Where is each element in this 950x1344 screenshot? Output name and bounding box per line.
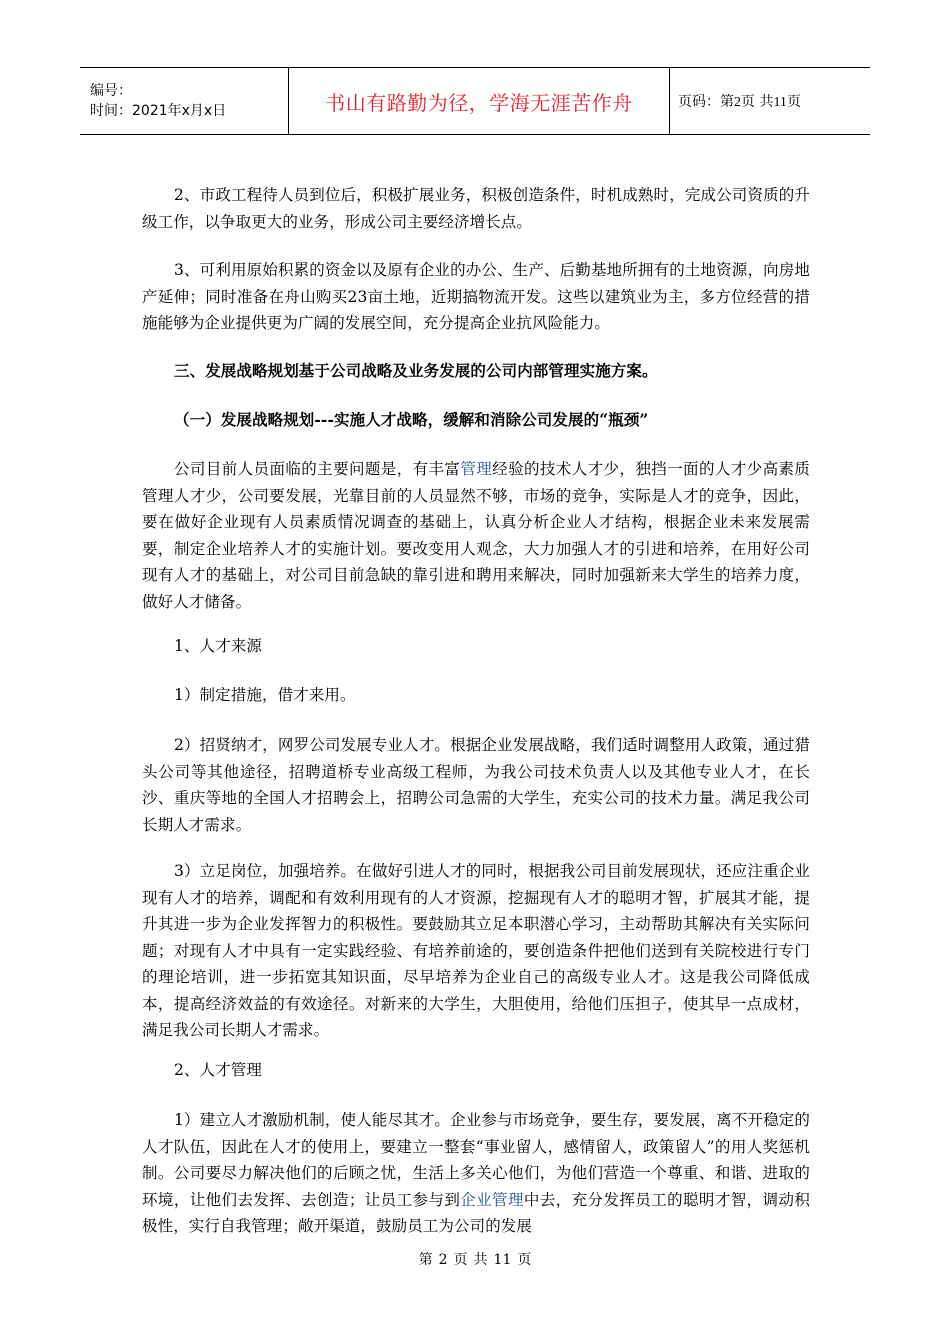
header-table bbox=[80, 67, 870, 135]
serial-label: 编号： bbox=[90, 83, 132, 99]
section-heading-3: 三、发展战略规划基于公司战略及业务发展的公司内部管理实施方案。 bbox=[174, 361, 658, 380]
page-mid: 页 共 bbox=[741, 94, 774, 110]
footer-d2: 页 bbox=[453, 1252, 468, 1268]
item-measures: 1）制定措施，借才来用。 bbox=[174, 686, 356, 704]
footer-total: 11 bbox=[493, 1252, 512, 1268]
page-prefix: 页码：第 bbox=[678, 94, 734, 110]
header-motto-cell bbox=[289, 68, 670, 135]
paragraph-talent-problem-b: 经验的技术人才少，独挡一面的人才少高素质管理人才少，公司要发展，光靠目前的人员显然不够，市场的竞争，实际是人才的竞争，因此，要在做好企业现有人员素质情况调查的基础上，认真分析企业人才结构，根据企业未来发展需要，制定企业培养人才的实施计划。要改变用人观念，大力加强人才的引进和培养，在用好公司现有人才的基础上，对公司目前急缺的靠引进和聘用来解决，同时加强新来大学生的培养力度，做好人才储备。 bbox=[142, 460, 810, 611]
item-incentive bbox=[142, 1107, 810, 1240]
header-meta-cell bbox=[80, 68, 289, 135]
motto-text: 书山有路勤为径，学海无涯苦作舟 bbox=[325, 90, 633, 115]
item-recruit: 2）招贤纳才，网罗公司发展专业人才。根据企业发展战略，我们适时调整用人政策，通过猎头公司等其他途径，招聘道桥专业高级工程师，为我公司技术负责人以及其他专业人才，在长沙、重庆等地的全国人才招聘会上，招聘公司急需的大学生，充实公司的技术力量。满足我公司长期人才需求。 bbox=[142, 736, 810, 834]
management-link[interactable]: 管理 bbox=[460, 460, 493, 478]
paragraph-talent-problem bbox=[142, 456, 810, 615]
footer-d3: 共 bbox=[473, 1252, 488, 1268]
subsection-heading-1: （一）发展战略规划---实施人才战略，缓解和消除公司发展的“瓶颈” bbox=[174, 410, 649, 429]
date-line: 时间：2021年x月x日 bbox=[90, 103, 227, 119]
subheading-talent-source: 1、人才来源 bbox=[174, 637, 262, 655]
item-training: 3）立足岗位，加强培养。在做好引进人才的同时，根据我公司目前发展现状，还应注重企业现有人才的培养，调配和有效利用现有的人才资源，挖掘现有人才的聪明才智，扩展其才能，提升其进一步为企业发挥智力的积极性。要鼓励其立足本职潜心学习，主动帮助其解决有关实际问题；对现有人才中具有一定实践经验、有培养前途的，要创造条件把他们送到有关院校进行专门的理论培训，进一步拓宽其知识面，尽早培养为企业自己的高级专业人才。这是我公司降低成本，提高经济效益的有效途径。对新来的大学生，大胆使用，给他们压担子，使其早一点成材，满足我公司长期人才需求。 bbox=[142, 862, 810, 1039]
footer-current: 2 bbox=[438, 1252, 448, 1268]
paragraph-municipal: 2、市政工程待人员到位后，积极扩展业务，积极创造条件，时机成熟时，完成公司资质的升级工作，以争取更大的业务，形成公司主要经济增长点。 bbox=[142, 186, 810, 231]
enterprise-management-link[interactable]: 企业管理 bbox=[460, 1190, 524, 1209]
item-incentive-a: 1）建立人才激励机制，使人能尽其才。企业参与市场竞争，要生存，要发展，离不开稳定的人才队伍，因此在人才的使用上，要建立一整套“事业留人，感情留人，政策留人”的用人奖惩机制。公司要尽力解决他们的后顾之忧，生活上多关心他们，为他们营造一个尊重、和谐、进取的环境，让他们去发挥、去创造；让员工参与到 bbox=[142, 1111, 810, 1209]
paragraph-land-resources: 3、可利用原始积累的资金以及原有企业的办公、生产、后勤基地所拥有的土地资源，向房地产延伸；同时准备在舟山购买23亩土地，近期搞物流开发。这些以建筑业为主，多方位经营的措施能够为企业提供更为广阔的发展空间，充分提高企业抗风险能力。 bbox=[142, 261, 810, 332]
page-current: 2 bbox=[734, 95, 741, 110]
paragraph-talent-problem-a: 公司目前人员面临的主要问题是，有丰富 bbox=[174, 460, 461, 478]
page-suffix: 页 bbox=[786, 94, 801, 110]
footer-d1: 第 bbox=[418, 1252, 433, 1268]
subheading-talent-management: 2、人才管理 bbox=[174, 1061, 262, 1079]
header-page-cell bbox=[670, 68, 871, 135]
page-footer bbox=[0, 1249, 950, 1269]
page-total: 11 bbox=[773, 95, 787, 110]
footer-d4: 页 bbox=[517, 1252, 532, 1268]
item-incentive-b: 中去，充分发挥员工的聪明才智，调动积极性，实行自我管理；敞开渠道，鼓励员工为公司的发展 bbox=[142, 1190, 810, 1235]
